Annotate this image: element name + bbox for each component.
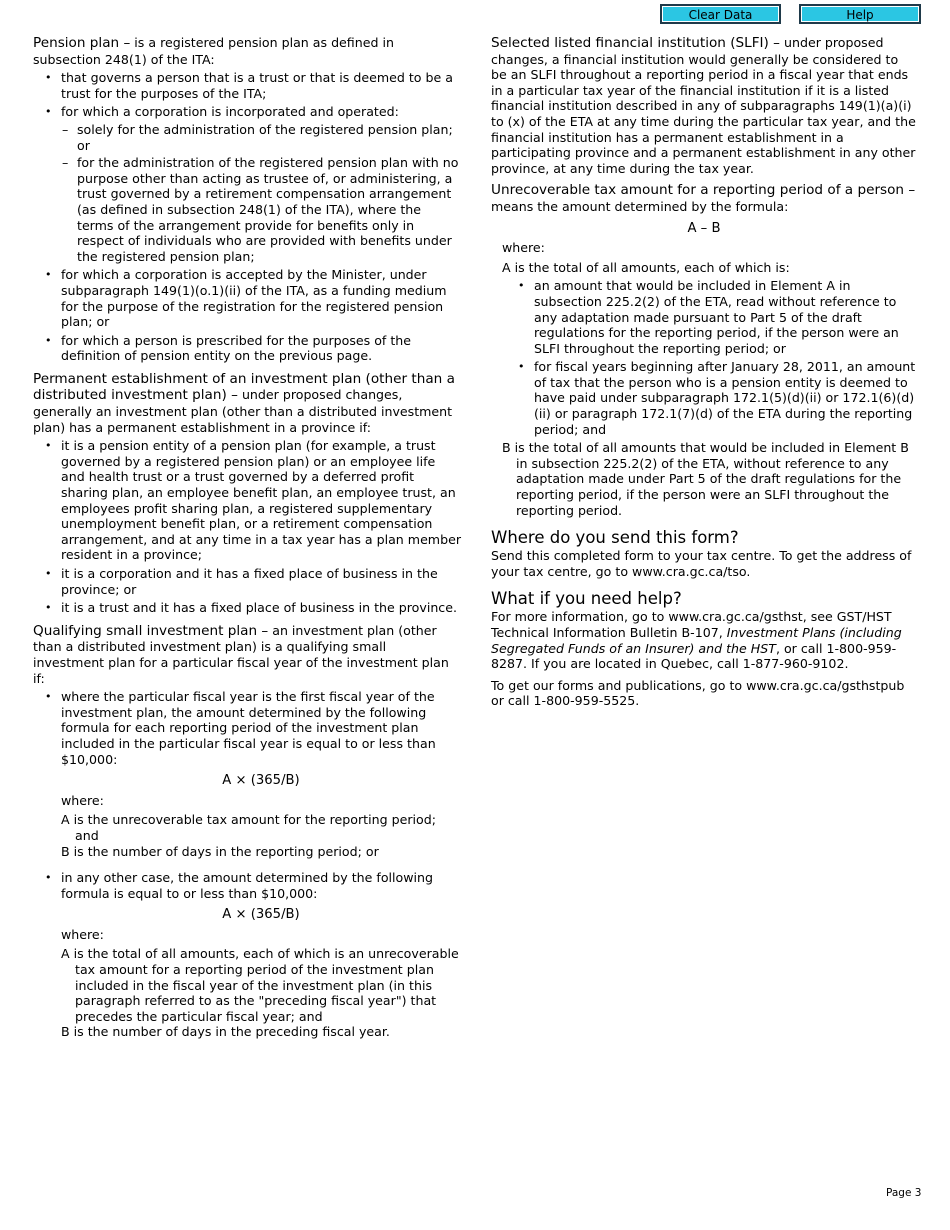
sub-list-item: – for the administration of the registered pension plan with no purpose other than acting as trustee of, or administering, a trust governed by a retirement compensation arrangement (as defined in subsection 248(1) of the ITA), where the terms of the arrangement provide for benefits only in respect of individuals who are provided with benefits under the registered pension plan;	[61, 155, 461, 264]
clear-data-button[interactable]: Clear Data	[660, 4, 781, 24]
forms-text: To get our forms and publications, go to www.cra.gc.ca/gsthstpub or call 1-800-959-5525.	[491, 677, 905, 709]
list-item: • it is a corporation and it has a fixed place of business in the province; or	[33, 566, 461, 597]
unrecoverable-term: Unrecoverable tax amount for a reporting period of a person –	[491, 182, 916, 199]
send-form-heading: Where do you send this form?	[491, 528, 739, 548]
pension-plan-sublist	[61, 122, 461, 264]
unrecoverable-where-block	[491, 240, 917, 518]
variable-b: B is the total of all amounts that would be included in Element B in subsection 225.2(2) of the ETA, without reference to any adaptation made under Part 5 of the draft regulations for the reporting period, if the person were an SLFI throughout the reporting period.	[502, 440, 909, 518]
variable-a: A is the total of all amounts, each of which is an unrecoverable tax amount for a reporting period of the investment plan included in the fiscal year of the investment plan (in this paragraph referred to as the "preceding fiscal year") that precedes the particular fiscal year; and	[61, 946, 459, 1024]
list-item: • that governs a person that is a trust or that is deemed to be a trust for the purposes of the ITA;	[33, 70, 461, 101]
pension-plan-term: Pension plan –	[33, 35, 131, 51]
variable-a: A is the unrecoverable tax amount for the reporting period; and	[61, 812, 436, 843]
left-column	[33, 35, 461, 1043]
help-text-start: For more information, go to www.cra.gc.ca/gsthst, see GST/HST Technical Information Bulletin B-107,	[491, 609, 892, 640]
slfi-term: Selected listed financial institution (SLFI) –	[491, 35, 780, 51]
qualifying-plan-list	[33, 689, 461, 1040]
where-label: where:	[61, 926, 104, 942]
send-form-text: Send this completed form to your tax centre. To get the address of your tax centre, go to www.cra.gc.ca/tso.	[491, 548, 912, 579]
right-column	[491, 35, 917, 709]
formula: A × (365/B)	[222, 773, 300, 789]
list-item: • it is a trust and it has a fixed place of business in the province.	[33, 600, 461, 616]
variable-a: A is the total of all amounts, each of which is:	[502, 259, 790, 275]
help-button[interactable]: Help	[799, 4, 921, 24]
unrecoverable-intro: means the amount determined by the formula:	[491, 198, 789, 214]
list-item: • an amount that would be included in Element A in subsection 225.2(2) of the ETA, read without reference to any adaptation made pursuant to Part 5 of the draft regulations for the reporting period, if the person were an SLFI throughout the reporting period; or	[506, 278, 917, 356]
qualifying-plan-term: Qualifying small investment plan –	[33, 622, 269, 639]
pension-plan-intro: is a registered pension plan as defined in subsection 248(1) of the ITA:	[33, 35, 394, 67]
list-item	[33, 689, 461, 867]
where-label: where:	[61, 792, 104, 808]
formula: A × (365/B)	[222, 907, 300, 923]
list-item: • it is a pension entity of a pension plan (for example, a trust governed by a registered pension plan) or an employee life and health trust or a trust governed by a deferred profit sharing plan, an employee benefit plan, an employee trust, an employees profit sharing plan, a registered supplementary unemployment benefit plan, or a retirement compensation arrangement, and at any time in a tax year has a plan member resident in a province;	[33, 438, 461, 563]
sub-list-item: – solely for the administration of the registered pension plan; or	[61, 122, 461, 153]
permanent-establishment-definition	[33, 371, 461, 435]
unrecoverable-list	[506, 278, 917, 437]
variable-b: B is the number of days in the preceding fiscal year.	[61, 1024, 390, 1040]
bulletin-title: Investment Plans (including Segregated Funds of an Insurer) and the HST	[491, 625, 902, 656]
list-item: • for fiscal years beginning after January 28, 2011, an amount of tax that the person who is a pension entity is deemed to have paid under subparagraph 172.1(5)(d)(ii) or 172.1(6)(d)(ii) or paragraph 172.1(7)(d) of the ETA during the reporting period; and	[506, 359, 917, 437]
list-item-text: in any other case, the amount determined by the following formula is equal to or less than $10,000:	[61, 870, 434, 901]
list-item-text: for which a corporation is incorporated and operated:	[61, 104, 399, 120]
slfi-definition	[491, 35, 917, 176]
help-text	[491, 609, 917, 671]
permanent-establishment-list	[33, 438, 461, 616]
list-item-text: where the particular fiscal year is the first fiscal year of the investment plan, the amount determined by the following formula for each reporting period of the investment plan included in the particular fiscal year is equal to or less than $10,000:	[61, 689, 436, 767]
formula: A – B	[687, 220, 721, 236]
unrecoverable-definition	[491, 182, 917, 214]
help-text-end: , or call 1-800-959-8287. If you are located in Quebec, call 1-877-960-9102.	[491, 640, 897, 672]
list-item	[33, 870, 461, 1040]
list-item: • for which a corporation is accepted by the Minister, under subparagraph 149(1)(o.1)(ii) of the ITA, as a funding medium for the purpose of the registration for the registered pension plan; or	[33, 267, 461, 329]
qualifying-plan-definition	[33, 623, 461, 686]
slfi-intro: under proposed changes, a financial institution would generally be considered to be an SLFI throughout a reporting period in a fiscal year that ends in a particular tax year of the financial institution if it is a listed financial institution described in any of subparagraphs 149(1)(a)(i) to (x) of the ETA at any time during the particular tax year, and the financial institution has a permanent establishment in a participating province and a permanent establishment in any other province, at any time during the tax year.	[491, 35, 916, 176]
variable-b: B is the number of days in the reporting period; or	[61, 843, 379, 859]
pension-plan-list	[33, 70, 461, 364]
pension-plan-definition	[33, 35, 461, 67]
list-item	[33, 104, 461, 264]
where-label: where:	[502, 240, 545, 256]
qualifying-plan-intro: an investment plan (other than a distributed investment plan) is a qualifying small investment plan for a particular fiscal year of the investment plan if:	[33, 622, 449, 686]
list-item: • for which a person is prescribed for the purposes of the definition of pension entity on the previous page.	[33, 333, 461, 364]
help-heading: What if you need help?	[491, 589, 682, 609]
page-number: Page 3	[886, 1187, 922, 1199]
permanent-establishment-intro: under proposed changes, generally an investment plan (other than a distributed investment plan) has a permanent establishment in a province if:	[33, 387, 453, 435]
permanent-establishment-term: Permanent establishment of an investment plan (other than a distributed investment plan) –	[33, 370, 455, 404]
